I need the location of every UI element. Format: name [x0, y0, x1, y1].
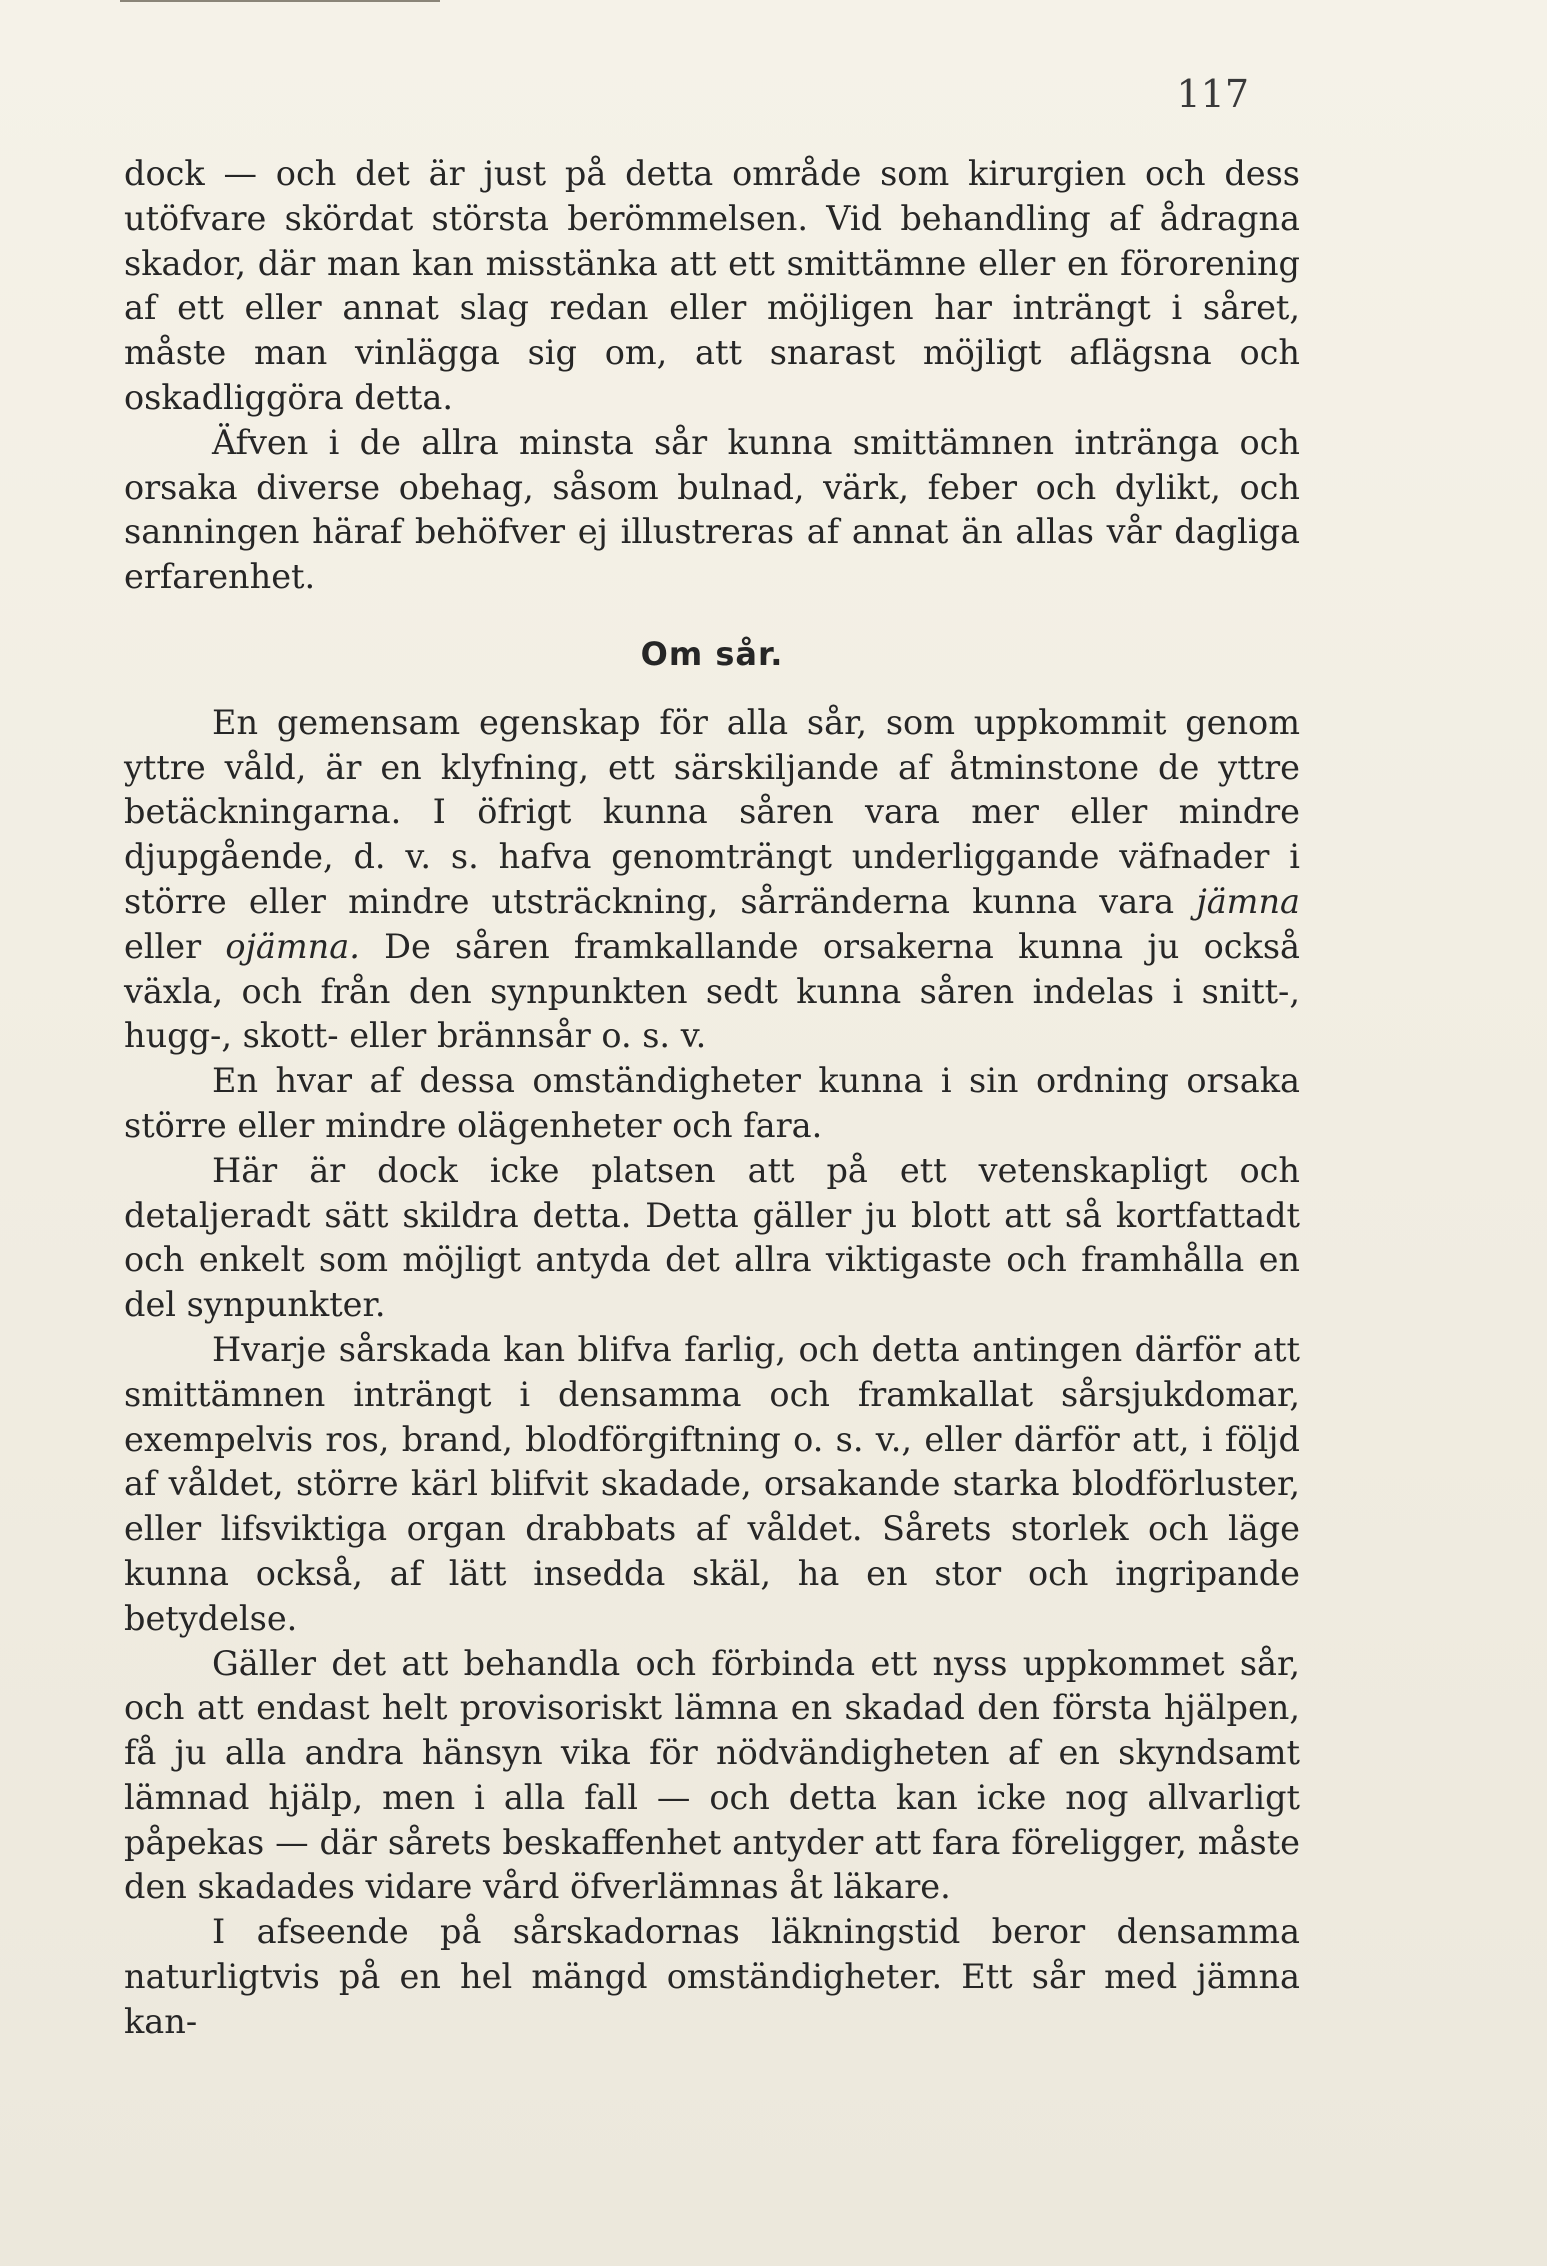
- paragraph: [124, 701, 1300, 1059]
- paragraph: I afseende på sårskadornas läkningstid beror densamma naturligtvis på en hel mängd omständigheter. Ett sår med jämna kan-: [124, 1912, 1300, 2041]
- paragraph: dock — och det är just på detta område som kirurgien och dess utöfvare skördat största berömmelsen. Vid behandling af ådragna skador, där man kan misstänka att ett smittämne eller en förorening af ett eller annat slag redan eller möjligen har inträngt i såret, måste man vinlägga sig om, att snarast möjligt aflägsna och oskadliggöra detta.: [124, 154, 1300, 417]
- paragraph: Äfven i de allra minsta sår kunna smittämnen intränga och orsaka diverse obehag, såsom bulnad, värk, feber och dylikt, och sanningen häraf behöfver ej illustreras af annat än allas vår dagliga erfarenhet.: [124, 422, 1300, 597]
- text-run: En gemensam egenskap för alla sår, som uppkommit genom yttre våld, är en klyfning, ett särskiljande af åtminstone de yttre betäckningarna. I öfrigt kunna såren vara mer eller mindre djupgående, d. v. s. hafva genomträngt underliggande väfnader i större eller mindre utsträckning, sårränderna kunna vara: [124, 702, 1300, 921]
- paragraph: En hvar af dessa omständigheter kunna i sin ordning orsaka större eller mindre olägenheter och fara.: [124, 1061, 1300, 1145]
- italic-text: ojämna.: [225, 926, 360, 966]
- paragraph: Hvarje sårskada kan blifva farlig, och detta antingen därför att smittämnen inträngt i densamma och framkallat sårsjukdomar, exempelvis ros, brand, blodförgiftning o. s. v., eller därför att, i följd af våldet, större kärl blifvit skadade, orsakande starka blodförluster, eller lifsviktiga organ drabbats af våldet. Sårets storlek och läge kunna också, af lätt insedda skäl, ha en stor och ingripande betydelse.: [124, 1329, 1300, 1638]
- section-heading: Om sår.: [640, 634, 784, 673]
- italic-text: jämna: [1196, 881, 1300, 921]
- paragraph: Här är dock icke platsen att på ett vetenskapligt och detaljeradt sätt skildra detta. Detta gäller ju blott att så kortfattadt och enkelt som möjligt antyda det allra viktigaste och framhålla en del synpunkter.: [124, 1150, 1300, 1325]
- text-run: eller: [124, 926, 226, 966]
- text-run: De såren framkallande orsakerna kunna ju också växla, och från den synpunkten sedt kunna såren indelas i snitt-, hugg-, skott- eller brännsår o. s. v.: [124, 926, 1300, 1056]
- page-number: 117: [1176, 72, 1249, 116]
- top-rule: [120, 0, 440, 2]
- paragraph: Gäller det att behandla och förbinda ett nyss uppkommet sår, och att endast helt provisoriskt lämna en skadad den första hjälpen, få ju alla andra hänsyn vika för nödvändigheten af en skyndsamt lämnad hjälp, men i alla fall — och detta kan icke nog allvarligt påpekas — där sårets beskaffenhet antyder att fara föreligger, måste den skadades vidare vård öfverlämnas åt läkare.: [124, 1643, 1300, 1907]
- body-text: [124, 152, 1300, 2045]
